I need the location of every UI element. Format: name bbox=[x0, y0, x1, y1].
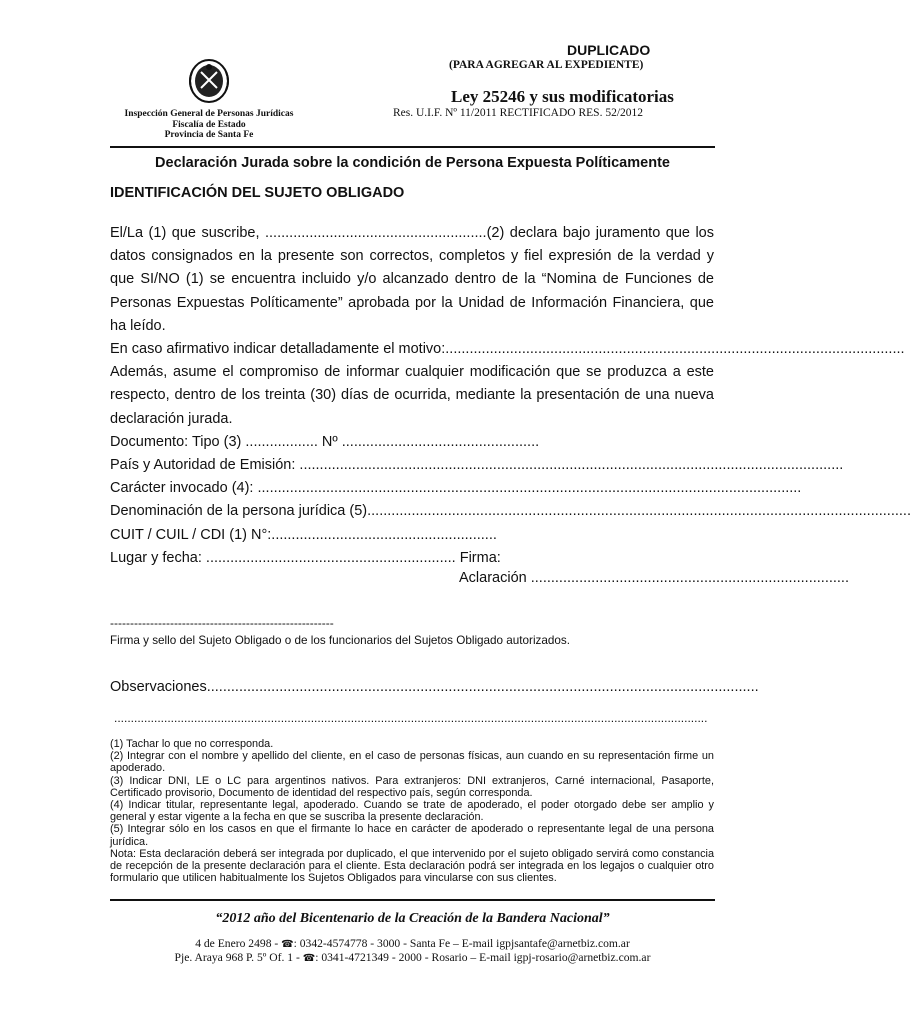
institution-line: Fiscalía de Estado bbox=[172, 119, 246, 130]
signature-line: -------------------------------------------------------- bbox=[110, 616, 334, 630]
signature-caption: Firma y sello del Sujeto Obligado o de los funcionarios del Sujetos Obligado autorizados. bbox=[110, 634, 570, 647]
motivo-label: En caso afirmativo indicar detalladamente el motivo: bbox=[110, 341, 446, 358]
phone-icon: ☎ bbox=[281, 939, 294, 950]
footnote: (5) Integrar sólo en los casos en que el firmante lo hace en carácter de apoderado o representante legal de una persona jurídica. bbox=[110, 823, 714, 848]
commitment-paragraph: Además, asume el compromiso de informar cualquier modificación que se produzca a este respecto, dentro de los treinta (30) días de ocurrida, mediante la presentación de una nueva declaración jurada. bbox=[110, 364, 714, 427]
pais-label: País y Autoridad de Emisión: bbox=[110, 457, 296, 474]
duplicado-subheading: (PARA AGREGAR AL EXPEDIENTE) bbox=[449, 59, 644, 71]
footnote: (3) Indicar DNI, LE o LC para argentinos nativos. Para extranjeros: DNI extranjeros, Carné internacional, Pasaporte, Certificado provisorio, Documento de identidad del respectivo país, según corresponda. bbox=[110, 774, 714, 799]
documento-field[interactable]: Documento: Tipo (3) .................. Nº ................................................. bbox=[110, 433, 540, 450]
address-santa-fe-contact: : 0342-4574778 - 3000 - Santa Fe – E-mail igpjsantafe@arnetbiz.com.ar bbox=[293, 937, 630, 950]
footnote: (1) Tachar lo que no corresponda. bbox=[110, 738, 274, 750]
lugar-fecha-firma-field[interactable]: Lugar y fecha: .............................................................. Firma: bbox=[110, 549, 501, 566]
address-santa-fe bbox=[110, 937, 715, 950]
caracter-label: Carácter invocado (4): bbox=[110, 480, 254, 497]
form-body bbox=[110, 222, 911, 570]
address-rosario bbox=[110, 951, 715, 964]
header-divider bbox=[110, 146, 715, 148]
denominacion-field[interactable]: Denominación de la persona jurídica (5) ....................................................................................................................................... bbox=[110, 500, 714, 523]
observaciones-label: Observaciones bbox=[110, 679, 207, 695]
footnote: Nota: Esta declaración deberá ser integrada por duplicado, el que intervenido por el sujeto obligado servirá como constancia de recepción de la presente declaración para el cliente. Esta declaración podrá ser integrada en los legajos o cualquier otro formulario que utilicen habitualmente los Sujetos Obligados para vincularse con sus clientes. bbox=[110, 847, 714, 885]
footer-divider bbox=[110, 899, 715, 901]
footnote: (4) Indicar titular, representante legal, apoderado. Cuando se trate de apoderado, el poder otorgado debe ser amplio y general y estar vigente a la fecha en que se suscriba la presente declaración. bbox=[110, 799, 714, 824]
footnotes bbox=[110, 738, 714, 884]
observaciones-field[interactable]: Observaciones ......................................................................................................................................... bbox=[110, 679, 759, 695]
institution-name bbox=[100, 109, 318, 141]
cuit-field[interactable]: CUIT / CUIL / CDI (1) N°:........................................................ bbox=[110, 526, 497, 543]
resolution-ref: Res. U.I.F. Nº 11/2011 RECTIFICADO RES. 52/2012 bbox=[393, 107, 644, 119]
section-heading: IDENTIFICACIÓN DEL SUJETO OBLIGADO bbox=[110, 185, 405, 201]
motivo-field[interactable]: En caso afirmativo indicar detalladamente el motivo: .................................................................................................................. bbox=[110, 338, 714, 361]
pais-field[interactable]: País y Autoridad de Emisión: ....................................................................................................................................... bbox=[110, 454, 714, 477]
duplicado-heading: DUPLICADO bbox=[567, 42, 651, 58]
address-santa-fe-street: 4 de Enero 2498 - bbox=[195, 937, 282, 950]
declaration-paragraph: El/La (1) que suscribe, .......................................................(2) declara bajo juramento que los datos consignados en la presente son correctos, completos y fiel expresión de la verdad y que SI/NO (1) se encuentra incluido y/o alcanzado dentro de la “Nomina de Funciones de Personas Expuestas Políticamente” aprobada por la Unidad de Información Financiera, que ha leído. bbox=[110, 225, 714, 334]
phone-icon: ☎ bbox=[302, 953, 316, 964]
denominacion-label: Denominación de la persona jurídica (5) bbox=[110, 503, 368, 520]
institution-line: Provincia de Santa Fe bbox=[164, 130, 254, 140]
provincial-seal-icon bbox=[186, 58, 232, 104]
aclaracion-label: Aclaración bbox=[459, 570, 527, 586]
caracter-field[interactable]: Carácter invocado (4): ....................................................................................................................................... bbox=[110, 477, 714, 500]
footer-quote: “2012 año del Bicentenario de la Creación de la Bandera Nacional” bbox=[215, 911, 610, 926]
observaciones-extra-line[interactable]: .................................................................................................................................................................................. bbox=[114, 711, 708, 725]
address-rosario-street: Pje. Araya 968 P. 5º Of. 1 - bbox=[174, 951, 303, 964]
institution-line: Inspección General de Personas Jurídicas bbox=[124, 109, 294, 119]
form-title: Declaración Jurada sobre la condición de Persona Expuesta Políticamente bbox=[155, 155, 670, 171]
law-title: Ley 25246 y sus modificatorias bbox=[451, 87, 674, 106]
footnote: (2) Integrar con el nombre y apellido del cliente, en el caso de personas físicas, aun cuando en su representación firme un apoderado. bbox=[110, 750, 714, 775]
address-rosario-contact: : 0341-4721349 - 2000 - Rosario – E-mail igpj-rosario@arnetbiz.com.ar bbox=[315, 951, 651, 964]
aclaracion-field[interactable]: Aclaración ............................................................................... bbox=[459, 570, 849, 586]
